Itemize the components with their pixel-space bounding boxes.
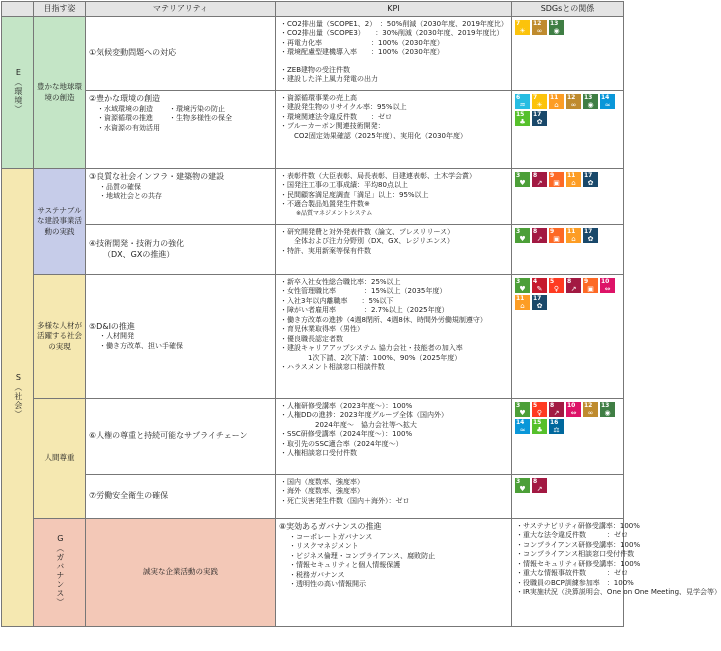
sdg-15-icon: 15 ♣ bbox=[515, 111, 530, 126]
sdg-5-icon: 5 ♀ bbox=[532, 402, 547, 417]
sdg-11-icon: 11 ⌂ bbox=[566, 228, 581, 243]
header-sdgs: SDGsとの関係 bbox=[512, 2, 624, 17]
materiality-cell: ⑧実効あるガバナンスの推進 ・コーポレートガバナンス ・リスクマネジメント ・ビジネス倫理・コンプライアンス、腐敗防止 ・情報セキュリティと個人情報保護 ・税務ガバナンス ・透明性の高い情報開示 bbox=[276, 519, 512, 627]
kpi-cell: ・新卒入社女性総合職比率：25%以上 ・女性管理職比率 ：15%以上（2035年度） ・入社3年以内離職率 ：5%以下 ・障がい者雇用率 ：2.7%以上（2025年度） ・働き方改革の進捗（4週8閉所、4週8休、時間外労働規制遵守） ・育児休業取得率（男性） ・優良職長認定者数 ・建設キャリアアップシステム 協力会社・技能者の加入率 1次下請、2次下請：100%、90%（2025年度） ・ハラスメント相談窓口相談件数 bbox=[276, 275, 512, 399]
sdg-8-icon: 8 ↗ bbox=[549, 402, 564, 417]
sdg-cell bbox=[512, 91, 624, 169]
category-e: E（環境） bbox=[2, 17, 34, 169]
sdg-cell bbox=[512, 225, 624, 275]
header-row bbox=[2, 2, 624, 17]
sdg-10-icon: 10 ⇔ bbox=[566, 402, 581, 417]
kpi-cell: ・人権研修受講率（2023年度～）：100% ・人権DDの進捗：2023年度グループ全体（国内外） 2024年度～ 協力会社等へ拡大 ・SSC研修受講率（2024年度～）：100% ・取引先のSSC適合率（2024年度～） ・人権相談窓口受付件数 bbox=[276, 399, 512, 475]
sdg-8-icon: 8 ↗ bbox=[532, 478, 547, 493]
sdg-6-icon: 6 ♒ bbox=[515, 94, 530, 109]
table-row bbox=[2, 275, 624, 399]
kpi-cell: ・研究開発費と対外発表件数（論文、プレスリリース） 全体および注力分野別（DX、GX、レジリエンス） ・特許、実用新案等保有件数 bbox=[276, 225, 512, 275]
sdg-cell bbox=[512, 169, 624, 225]
sdg-9-icon: 9 ▣ bbox=[583, 278, 598, 293]
table-row bbox=[2, 399, 624, 475]
sdg-13-icon: 13 ◉ bbox=[600, 402, 615, 417]
sdg-cell bbox=[512, 475, 624, 519]
sdg-8-icon: 8 ↗ bbox=[532, 228, 547, 243]
kpi-cell: ・表彰件数（大臣表彰、局長表彰、目建連表彰、土木学会賞） ・国発注工事の工事成績：平均80点以上 ・民間顧客満足度調査「満足」以上：95%以上 ・不適合製品処置発生件数※ ※品質マネジメントシステム bbox=[276, 169, 512, 225]
sdg-11-icon: 11 ⌂ bbox=[566, 172, 581, 187]
table-row bbox=[2, 519, 624, 627]
header-kpi: KPI bbox=[276, 2, 512, 17]
sdg-12-icon: 12 ∞ bbox=[532, 20, 547, 35]
header-aim: 目指す姿 bbox=[34, 2, 86, 17]
sdg-17-icon: 17 ✿ bbox=[583, 172, 598, 187]
aim-s1: サステナブルな建設事業活動の実践 bbox=[34, 169, 86, 275]
sdg-15-icon: 15 ♣ bbox=[532, 419, 547, 434]
table-row bbox=[2, 91, 624, 169]
sdg-14-icon: 14 ≈ bbox=[515, 419, 530, 434]
sdg-16-icon: 16 ⚖ bbox=[549, 419, 564, 434]
sdg-17-icon: 17 ✿ bbox=[583, 228, 598, 243]
materiality-cell: ②豊かな環境の創造 ・水域環境の創造 ・資源循環の推進 ・水資源の有効活用 ・環境汚染の防止 ・生物多様性の保全 bbox=[86, 91, 276, 169]
table-row bbox=[2, 17, 624, 91]
sdg-7-icon: 7 ☀ bbox=[515, 20, 530, 35]
sdg-8-icon: 8 ↗ bbox=[532, 172, 547, 187]
aim-s3: 人間尊重 bbox=[34, 399, 86, 519]
sdg-13-icon: 13 ◉ bbox=[583, 94, 598, 109]
category-s: S（社会） bbox=[2, 169, 34, 627]
table-row bbox=[2, 475, 624, 519]
kpi-cell: ・サステナビリティ研修受講率：100% ・重大な法令違反件数 ：ゼロ ・コンプライアンス研修受講率：100% ・コンプライアンス相談窓口受付件数 ・情報セキュリティ研修受講率：100% ・重大な情報事故件数 ：ゼロ ・役職員のBCP訓練参加率 ：100% ・IR実施状況（決算説明会、One on One Meeting、見学会等） bbox=[512, 519, 624, 627]
sdg-7-icon: 7 ☀ bbox=[532, 94, 547, 109]
sdg-9-icon: 9 ▣ bbox=[549, 228, 564, 243]
sdg-3-icon: 3 ♥ bbox=[515, 278, 530, 293]
sdg-5-icon: 5 ♀ bbox=[549, 278, 564, 293]
sdg-cell bbox=[512, 399, 624, 475]
aim-g: 誠実な企業活動の実践 bbox=[86, 519, 276, 627]
aim-s2: 多様な人材が活躍する社会の実現 bbox=[34, 275, 86, 399]
sdg-3-icon: 3 ♥ bbox=[515, 172, 530, 187]
header-materiality: マテリアリティ bbox=[86, 2, 276, 17]
sdg-17-icon: 17 ✿ bbox=[532, 295, 547, 310]
sdg-9-icon: 9 ▣ bbox=[549, 172, 564, 187]
sdg-17-icon: 17 ✿ bbox=[532, 111, 547, 126]
materiality-table bbox=[1, 1, 721, 627]
sdg-12-icon: 12 ∞ bbox=[583, 402, 598, 417]
sdg-3-icon: 3 ♥ bbox=[515, 478, 530, 493]
materiality-cell: ①気候変動問題への対応 bbox=[86, 17, 276, 91]
sdg-13-icon: 13 ◉ bbox=[549, 20, 564, 35]
sdg-cell bbox=[512, 17, 624, 91]
sdg-3-icon: 3 ♥ bbox=[515, 402, 530, 417]
sdg-8-icon: 8 ↗ bbox=[566, 278, 581, 293]
sdg-4-icon: 4 ✎ bbox=[532, 278, 547, 293]
sdg-12-icon: 12 ∞ bbox=[566, 94, 581, 109]
materiality-cell: ③良質な社会インフラ・建築物の建設 ・品質の確保 ・地域社会との共存 bbox=[86, 169, 276, 225]
kpi-cell: ・CO2排出量（SCOPE1、2） ：50%削減（2030年度、2019年度比） ・CO2排出量（SCOPE3） ：30%削減（2030年度、2019年度比） ・再電力化率 ：100%（2030年度） ・環境配慮型建機導入率 ：100%（2030年度） ・ZEB建物の受注件数 ・建設した洋上風力発電の出力 bbox=[276, 17, 512, 91]
sdg-11-icon: 11 ⌂ bbox=[515, 295, 530, 310]
sdg-cell bbox=[512, 275, 624, 399]
table-row bbox=[2, 225, 624, 275]
materiality-cell: ⑤D&Iの推進 ・人材開発 ・働き方改革、担い手確保 bbox=[86, 275, 276, 399]
header-blank bbox=[2, 2, 34, 17]
category-g: G（ガバナンス） bbox=[34, 519, 86, 627]
table-row bbox=[2, 169, 624, 225]
sdg-11-icon: 11 ⌂ bbox=[549, 94, 564, 109]
materiality-cell: ④技術開発・技術力の強化 （DX、GXの推進） bbox=[86, 225, 276, 275]
aim-e: 豊かな地球環境の創造 bbox=[34, 17, 86, 169]
kpi-cell: ・資源循環事業の売上高 ・建設発生物のリサイクル率：95%以上 ・環境関連法令違反件数 ：ゼロ ・ブルーカーボン関連技術開発： CO2固定効果確認（2025年度）、実用化（2030年度） bbox=[276, 91, 512, 169]
materiality-cell: ⑥人権の尊重と持続可能なサプライチェーン bbox=[86, 399, 276, 475]
materiality-cell: ⑦労働安全衛生の確保 bbox=[86, 475, 276, 519]
sdg-3-icon: 3 ♥ bbox=[515, 228, 530, 243]
sdg-14-icon: 14 ≈ bbox=[600, 94, 615, 109]
sdg-10-icon: 10 ⇔ bbox=[600, 278, 615, 293]
kpi-cell: ・国内（度数率、強度率） ・海外（度数率、強度率） ・死亡災害発生件数（国内＋海外）：ゼロ bbox=[276, 475, 512, 519]
